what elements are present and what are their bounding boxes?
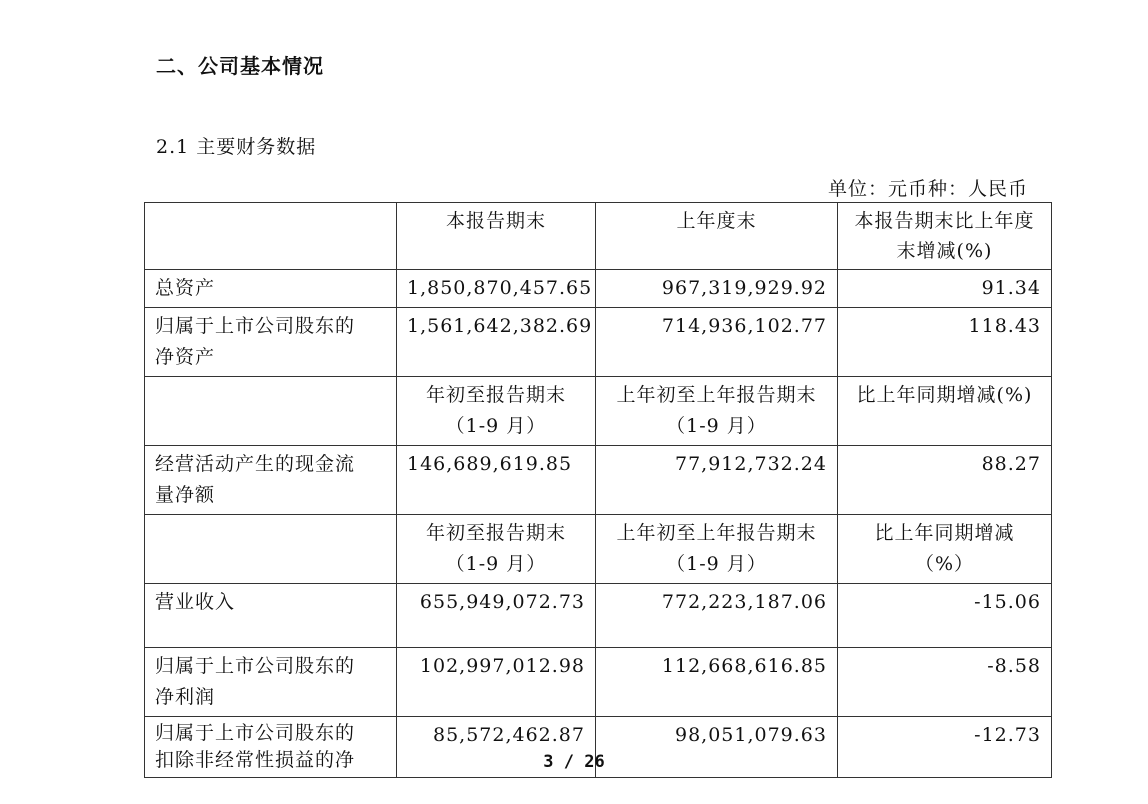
header-change-pct [838, 203, 1052, 270]
cell-value: 102,997,012.98 [397, 648, 596, 717]
row-label [145, 584, 397, 648]
header-empty-cell [145, 515, 397, 584]
row-label [145, 446, 397, 515]
header-yoy-change [838, 515, 1052, 584]
cell-value: 714,936,102.77 [596, 308, 838, 377]
header-last-ytd-line1: 上年初至上年报告期末 [616, 522, 817, 544]
header-last-year-end: 上年度末 [596, 203, 838, 270]
header-last-ytd [596, 515, 838, 584]
table-row [145, 648, 1052, 717]
header-ytd [397, 377, 596, 446]
cell-value: 146,689,619.85 [397, 446, 596, 515]
header-last-ytd-line2: （1-9 月） [666, 415, 767, 437]
header-last-ytd-line2: （1-9 月） [666, 553, 767, 575]
table-row [145, 446, 1052, 515]
cell-value: 655,949,072.73 [397, 584, 596, 648]
cell-value: 85,572,462.87 [397, 717, 596, 778]
table-row [145, 308, 1052, 377]
cell-value: 772,223,187.06 [596, 584, 838, 648]
cell-value: 1,850,870,457.65 [397, 270, 596, 308]
header-yoy-change-line2: （%） [914, 553, 975, 575]
header-yoy-change-line1: 比上年同期增减 [874, 522, 1015, 544]
row-label [145, 308, 397, 377]
table-header-row [145, 377, 1052, 446]
header-ytd [397, 515, 596, 584]
cell-value: 91.34 [838, 270, 1052, 308]
row-label-line2: 净资产 [155, 346, 216, 368]
unit-note: 单位：元币种：人民币 [827, 178, 1028, 200]
header-ytd-line1: 年初至报告期末 [425, 522, 566, 544]
header-ytd-line2: （1-9 月） [445, 415, 547, 437]
header-current-period-end: 本报告期末 [397, 203, 596, 270]
header-change-line1: 本报告期末比上年度 [854, 210, 1035, 232]
header-change-line2: 末增减(%) [896, 240, 993, 262]
cell-value: 88.27 [838, 446, 1052, 515]
header-yoy-change: 比上年同期增减(%) [838, 377, 1052, 446]
header-empty-cell [145, 203, 397, 270]
table-row [145, 584, 1052, 648]
row-label-line1: 营业收入 [155, 591, 236, 613]
cell-value: 112,668,616.85 [596, 648, 838, 717]
sub-title: 2.1 主要财务数据 [156, 136, 317, 158]
cell-value: -12.73 [838, 717, 1052, 778]
header-last-ytd-line1: 上年初至上年报告期末 [616, 384, 817, 406]
table-header-row [145, 203, 1052, 270]
table-row [145, 270, 1052, 308]
row-label-line1: 归属于上市公司股东的 [155, 722, 356, 744]
row-label-line2: 量净额 [155, 484, 216, 506]
page-number: 3 / 26 [543, 752, 605, 772]
cell-value: 77,912,732.24 [596, 446, 838, 515]
section-title: 二、公司基本情况 [156, 54, 324, 78]
cell-value: 98,051,079.63 [596, 717, 838, 778]
cell-value: -15.06 [838, 584, 1052, 648]
row-label: 总资产 [145, 270, 397, 308]
row-label-line2: 扣除非经常性损益的净 [155, 749, 356, 771]
header-last-ytd [596, 377, 838, 446]
header-ytd-line2: （1-9 月） [445, 553, 547, 575]
row-label-line2: 净利润 [155, 686, 216, 708]
header-empty-cell [145, 377, 397, 446]
header-ytd-line1: 年初至报告期末 [425, 384, 566, 406]
row-label-line1: 经营活动产生的现金流 [155, 453, 356, 475]
cell-value: -8.58 [838, 648, 1052, 717]
row-label-line1: 归属于上市公司股东的 [155, 655, 356, 677]
cell-value: 1,561,642,382.69 [397, 308, 596, 377]
financial-data-table [144, 202, 1052, 778]
row-label [145, 648, 397, 717]
table-header-row [145, 515, 1052, 584]
cell-value: 967,319,929.92 [596, 270, 838, 308]
cell-value: 118.43 [838, 308, 1052, 377]
row-label-line1: 归属于上市公司股东的 [155, 315, 356, 337]
